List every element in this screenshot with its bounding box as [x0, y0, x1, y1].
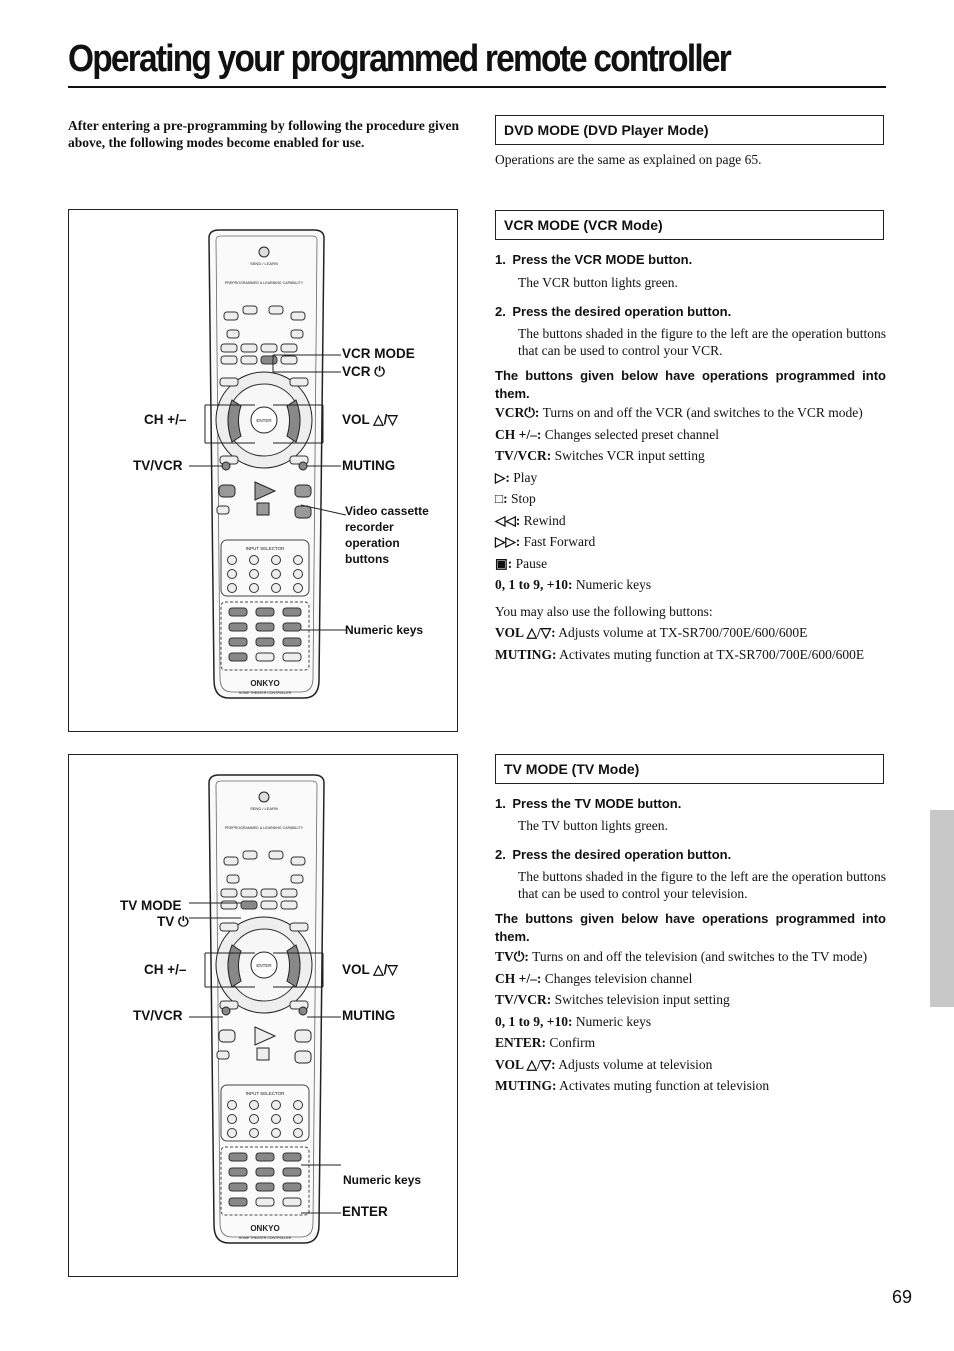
vcr-item	[495, 534, 595, 550]
numeric-key	[256, 1183, 274, 1191]
tv-item-key: TV/VCR:	[495, 992, 552, 1007]
model-label: HOME THEATER CONTROLLER	[238, 691, 292, 695]
vcr-item-key: 0, 1 to 9, +10:	[495, 577, 573, 592]
label-video-cassette: Video cassette recorder operation buttons	[345, 504, 429, 566]
stop-button	[257, 1048, 269, 1060]
label-enter: ENTER	[342, 1204, 388, 1219]
input-selector-button	[228, 584, 237, 593]
vcr-item-desc: Switches VCR input setting	[551, 448, 705, 463]
rewind-button	[219, 485, 235, 497]
input-selector-button	[250, 584, 259, 593]
input-selector-button	[272, 1115, 281, 1124]
vcr-programmed-heading: The buttons given below have operations programmed into them.	[495, 368, 886, 401]
input-selector-button	[272, 570, 281, 579]
numeric-key	[229, 653, 247, 661]
vcr-item-key: CH +/–:	[495, 426, 542, 442]
mode-button	[281, 344, 297, 352]
numeric-key	[229, 638, 247, 646]
macro-1-button	[227, 330, 239, 338]
input-selector-button	[228, 1129, 237, 1138]
input-selector-button	[294, 1101, 303, 1110]
vcr-item	[495, 470, 537, 486]
sleep-button	[224, 857, 238, 865]
input-selector-button	[294, 570, 303, 579]
label-vcr-mode: VCR MODE	[342, 346, 415, 361]
enter-label: ENTER	[256, 963, 272, 968]
tagline-label: PREPROGRAMMED & LEARNING CAPABILITY	[224, 826, 304, 830]
mode-button	[281, 889, 297, 897]
send-learn-led	[259, 247, 269, 257]
numeric-key	[283, 638, 301, 646]
tagline-label: PREPROGRAMMED & LEARNING CAPABILITY	[224, 281, 304, 285]
vcr-muting-item	[495, 646, 886, 663]
enter-label: ENTER	[256, 418, 272, 423]
label-vol-2: VOL △/▽	[342, 962, 398, 977]
tv-item	[495, 971, 692, 987]
tv-item	[495, 992, 730, 1008]
vcr-item	[495, 427, 719, 443]
numeric-key	[256, 1153, 274, 1161]
vcr-step-2: 2. Press the desired operation button.	[495, 304, 732, 319]
tv-item-desc: Activates muting function at television	[556, 1078, 770, 1093]
dvd-mode-text: Operations are the same as explained on page 65.	[495, 152, 762, 167]
tv-item-desc: Changes television channel	[541, 970, 693, 986]
tv-step-2: 2. Press the desired operation button.	[495, 847, 732, 862]
mode-button	[241, 356, 257, 364]
numeric-key	[229, 1198, 247, 1206]
vcr-item-key: ◁◁:	[495, 512, 521, 528]
macro-1-button	[227, 875, 239, 883]
random-button	[217, 506, 229, 514]
numeric-key	[283, 608, 301, 616]
remote-illustration-tv	[69, 755, 459, 1278]
muting-button	[299, 1007, 307, 1015]
figure-vcr-remote	[68, 209, 458, 732]
send-learn-label: SEND / LEARN	[250, 261, 278, 266]
input-selector-button	[228, 1115, 237, 1124]
mode-button	[281, 356, 297, 364]
macro-2-button	[291, 875, 303, 883]
tv-item-desc: Adjusts volume at television	[555, 1056, 713, 1072]
mode-button	[221, 356, 237, 364]
numeric-key	[229, 1183, 247, 1191]
tv-step-2-note: The buttons shaded in the figure to the left are the operation buttons that can be used to control your television.	[518, 869, 886, 901]
vcr-vol-desc: Adjusts volume at TX-SR700/700E/600/600E	[555, 625, 808, 640]
input-selector-button	[250, 1129, 259, 1138]
label-tv-power: TV ⏻	[157, 914, 189, 929]
input-selector-button	[250, 570, 259, 579]
dvd-mode-heading: DVD MODE (DVD Player Mode)	[495, 115, 884, 145]
input-selector-button	[272, 584, 281, 593]
input-selector-button	[294, 556, 303, 565]
tv-item-desc: Confirm	[546, 1035, 596, 1050]
vcr-vol-key: VOL △/▽:	[495, 625, 556, 640]
vcr-item-key: ▷:	[495, 469, 510, 485]
numeric-key	[256, 1198, 274, 1206]
label-muting-2: MUTING	[342, 1008, 396, 1023]
vcr-item	[495, 405, 863, 421]
mode-button	[261, 344, 277, 352]
vcr-item-desc: Fast Forward	[520, 534, 596, 549]
mode-button	[281, 901, 297, 909]
numeric-key	[283, 1168, 301, 1176]
input-selector-button	[272, 1129, 281, 1138]
numeric-key	[229, 608, 247, 616]
mode-button	[261, 356, 277, 364]
vcr-item-desc: Changes selected preset channel	[541, 426, 720, 442]
on-button	[243, 306, 257, 314]
numeric-key	[229, 1153, 247, 1161]
function-button	[220, 923, 238, 931]
vcr-item	[495, 513, 566, 529]
tv-step-1: 1. Press the TV MODE button.	[495, 796, 682, 811]
label-ch: CH +/–	[144, 412, 187, 427]
tv-item-key: CH +/–:	[495, 970, 542, 986]
vcr-item-key: ▷▷:	[495, 534, 521, 549]
model-label: HOME THEATER CONTROLLER	[238, 1236, 292, 1240]
function-button	[220, 378, 238, 386]
tv-mode-heading: TV MODE (TV Mode)	[495, 754, 884, 784]
numeric-key	[283, 1153, 301, 1161]
input-selector-button	[272, 556, 281, 565]
vcr-item-desc: Turns on and off the VCR (and switches to the VCR mode)	[539, 405, 863, 420]
tv-item	[495, 1035, 595, 1051]
vcr-item-desc: Stop	[507, 491, 536, 506]
tv-item	[495, 1078, 769, 1094]
mode-button	[221, 344, 237, 352]
mode-button	[221, 889, 237, 897]
numeric-key	[283, 1183, 301, 1191]
label-tvvcr-2: TV/VCR	[133, 1008, 183, 1023]
label-vcr-power: VCR ⏻	[342, 364, 385, 379]
dimmer-button	[291, 312, 305, 320]
vcr-item-key: VCR⏻:	[495, 405, 540, 420]
tv-programmed-heading: The buttons given below have operations programmed into them.	[495, 911, 886, 944]
input-selector-button	[294, 1115, 303, 1124]
function-button	[290, 378, 308, 386]
remote-illustration-vcr	[69, 210, 459, 733]
tv-item-desc: Turns on and off the television (and switches to the TV mode)	[528, 949, 868, 964]
input-selector-button	[228, 1101, 237, 1110]
input-selector-label: INPUT SELECTOR	[245, 1091, 285, 1096]
numeric-key	[256, 1168, 274, 1176]
input-selector-button	[250, 556, 259, 565]
fast-forward-button	[295, 485, 311, 497]
tv-item-desc: Switches television input setting	[551, 992, 730, 1007]
vcr-step-1: 1. Press the VCR MODE button.	[495, 252, 693, 267]
send-learn-led	[259, 792, 269, 802]
brand-logo: ONKYO	[250, 1224, 280, 1233]
page-number: 69	[892, 1287, 913, 1307]
tv-item	[495, 1057, 712, 1073]
random-button	[217, 1051, 229, 1059]
numeric-key	[229, 1168, 247, 1176]
input-selector-button	[294, 1129, 303, 1138]
numeric-key	[229, 623, 247, 631]
vcr-item-desc: Numeric keys	[572, 577, 652, 592]
numeric-key	[256, 608, 274, 616]
standby-button	[269, 306, 283, 314]
page-title: Operating your programmed remote controller	[68, 38, 730, 80]
label-muting: MUTING	[342, 458, 396, 473]
pause-button	[295, 506, 311, 518]
input-selector-button	[228, 570, 237, 579]
mode-button	[241, 344, 257, 352]
intro-text: After entering a pre-programming by following the procedure given above, the following modes become enabled for use.	[68, 118, 459, 150]
label-numeric-2: Numeric keys	[343, 1173, 422, 1187]
section-tab-marker	[930, 810, 954, 1007]
tv-item	[495, 949, 867, 965]
standby-button	[269, 851, 283, 859]
vcr-item-desc: Play	[509, 469, 538, 485]
mode-button	[241, 889, 257, 897]
vcr-mode-heading: VCR MODE (VCR Mode)	[495, 210, 884, 240]
vcr-item-key: TV/VCR:	[495, 448, 552, 463]
tv-item-key: ENTER:	[495, 1035, 547, 1050]
fast-forward-button	[295, 1030, 311, 1042]
figure-tv-remote	[68, 754, 458, 1277]
numeric-key	[256, 653, 274, 661]
numeric-key	[283, 653, 301, 661]
numeric-key	[283, 623, 301, 631]
vcr-item-key: □:	[495, 491, 508, 506]
title-rule	[68, 86, 886, 88]
label-vol: VOL △/▽	[342, 412, 398, 427]
vcr-item	[495, 556, 547, 572]
tv-item	[495, 1014, 651, 1030]
on-button	[243, 851, 257, 859]
vcr-muting-key: MUTING:	[495, 647, 557, 662]
vcr-item-key: ▣:	[495, 555, 513, 571]
sleep-button	[224, 312, 238, 320]
input-selector-button	[250, 1115, 259, 1124]
tv-item-key: TV⏻:	[495, 949, 529, 964]
macro-2-button	[291, 330, 303, 338]
mode-button	[241, 901, 257, 909]
tv-item-key: 0, 1 to 9, +10:	[495, 1013, 573, 1029]
tv-item-key: VOL △/▽:	[495, 1056, 556, 1072]
vcr-item	[495, 448, 705, 464]
input-selector-label: INPUT SELECTOR	[245, 546, 285, 551]
tv-item-key: MUTING:	[495, 1078, 557, 1093]
vcr-item-desc: Pause	[512, 555, 548, 571]
label-tv-mode: TV MODE	[120, 898, 182, 913]
label-numeric: Numeric keys	[345, 623, 424, 637]
vcr-step-2-note: The buttons shaded in the figure to the left are the operation buttons that can be used to control your VCR.	[518, 326, 886, 358]
input-selector-button	[250, 1101, 259, 1110]
vcr-item-desc: Rewind	[520, 512, 566, 528]
vcr-vol-item	[495, 624, 807, 641]
vcr-step-1-note: The VCR button lights green.	[518, 275, 678, 290]
input-selector-button	[294, 584, 303, 593]
mode-button	[261, 901, 277, 909]
pause-button	[295, 1051, 311, 1063]
numeric-key	[283, 1198, 301, 1206]
mode-button	[261, 889, 277, 897]
tvvcr-button	[222, 1007, 230, 1015]
tvvcr-button	[222, 462, 230, 470]
vcr-also-text: You may also use the following buttons:	[495, 604, 713, 619]
numeric-key	[256, 638, 274, 646]
label-ch-2: CH +/–	[144, 962, 187, 977]
muting-button	[299, 462, 307, 470]
mode-button	[221, 901, 237, 909]
vcr-item	[495, 577, 651, 593]
tv-item-desc: Numeric keys	[572, 1013, 652, 1029]
input-selector-button	[272, 1101, 281, 1110]
input-selector-button	[228, 556, 237, 565]
dimmer-button	[291, 857, 305, 865]
vcr-muting-desc: Activates muting function at TX-SR700/700E/600/600E	[556, 647, 865, 662]
tv-step-1-note: The TV button lights green.	[518, 818, 668, 833]
send-learn-label: SEND / LEARN	[250, 806, 278, 811]
function-button	[290, 923, 308, 931]
label-tvvcr: TV/VCR	[133, 458, 183, 473]
rewind-button	[219, 1030, 235, 1042]
stop-button	[257, 503, 269, 515]
brand-logo: ONKYO	[250, 679, 280, 688]
numeric-key	[256, 623, 274, 631]
vcr-item	[495, 491, 536, 507]
